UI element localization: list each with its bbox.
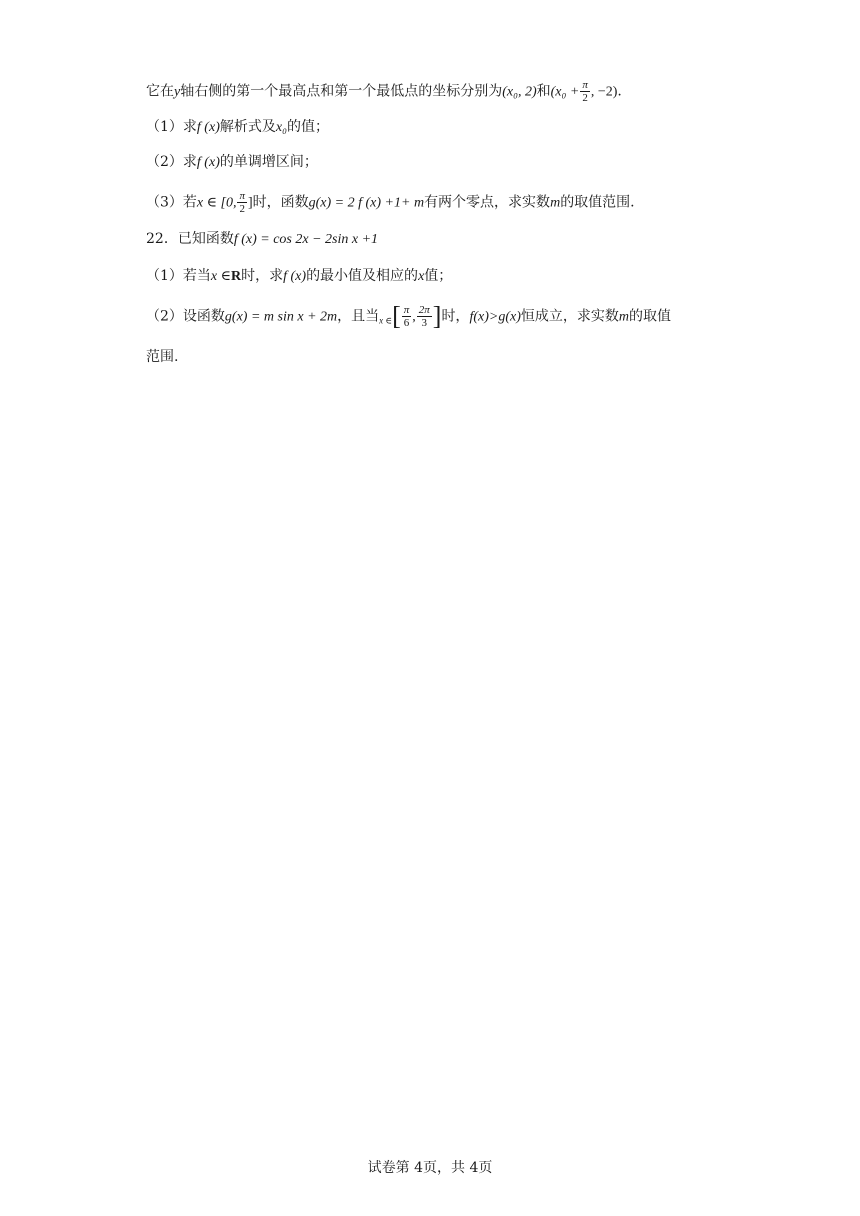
point-min-b: , −2) <box>590 84 618 100</box>
pi-over-2-fraction: $\frac{\pi}{2}$ <box>239 190 245 215</box>
right-bracket: ] <box>432 301 442 331</box>
q21-tail-and: 和 <box>536 83 551 100</box>
m-symbol: m <box>550 195 561 211</box>
q21-part3: （3）若x ∈ [0, $\frac{\pi}{2}$ ]时，函数g(x) = 2 f (x) +1+ m有两个零点，求实数m的取值范围. <box>146 190 635 215</box>
fx-symbol: f (x) <box>283 269 307 284</box>
q21-tail-text-2: 轴右侧的第一个最高点和第一个最低点的坐标分别为 <box>180 83 503 100</box>
g-function: g(x) = 2 f (x) +1+ m <box>308 195 425 211</box>
fx-symbol: f (x) <box>196 155 220 170</box>
inequality: f(x)>g(x) <box>469 309 521 325</box>
q21-tail-line: 它在y轴右侧的第一个最高点和第一个最低点的坐标分别为(x₀, 2)和(x₀ + $\frac{\pi}{2}$ , −2). <box>146 79 622 104</box>
point-min-a: (x₀ + <box>550 84 580 100</box>
q22-stem: 22．已知函数f (x) = cos 2x − 2sin x +1 <box>146 231 379 247</box>
page-footer: 试卷第 4页，共 4页 <box>367 1160 493 1176</box>
x-in-interval: x ∈ [0, <box>196 195 237 211</box>
q21-part1: （1）求f (x)解析式及x₀的值； <box>146 119 329 135</box>
x-symbol: x <box>418 269 425 284</box>
2pi-over-3-fraction: $\frac{2\pi}{3}$ <box>418 304 430 329</box>
q21-tail-text: 它在 <box>146 83 174 100</box>
pi-over-2-fraction: $\frac{\pi}{2}$ <box>582 79 588 104</box>
g-function: g(x) = m sin x + 2m <box>224 309 338 325</box>
q22-part2-wrap: 范围. <box>146 349 179 365</box>
question-number: 22． <box>146 231 178 247</box>
q21-part2: （2）求f (x)的单调增区间； <box>146 154 318 170</box>
var-y: y <box>174 84 181 100</box>
q22-part2: （2）设函数g(x) = m sin x + 2m，且当$_{x \in}$[ $\frac{\pi}{6}$ , $\frac{2\pi}{3}$ ]时，f(x)>g(x)恒成立，求实数m的取值 <box>146 301 671 331</box>
f-function: f (x) = cos 2x − 2sin x +1 <box>233 232 379 247</box>
x0-symbol: x₀ <box>275 120 287 135</box>
q22-part1: （1）若当x ∈R时，求f (x)的最小值及相应的x值； <box>146 268 453 284</box>
fx-symbol: f (x) <box>196 120 220 135</box>
pi-over-6-fraction: $\frac{\pi}{6}$ <box>403 304 410 329</box>
left-bracket: [ <box>392 301 401 331</box>
m-symbol: m <box>618 309 629 325</box>
reals-symbol: R <box>231 269 242 284</box>
point-max: (x₀, 2) <box>502 84 537 100</box>
